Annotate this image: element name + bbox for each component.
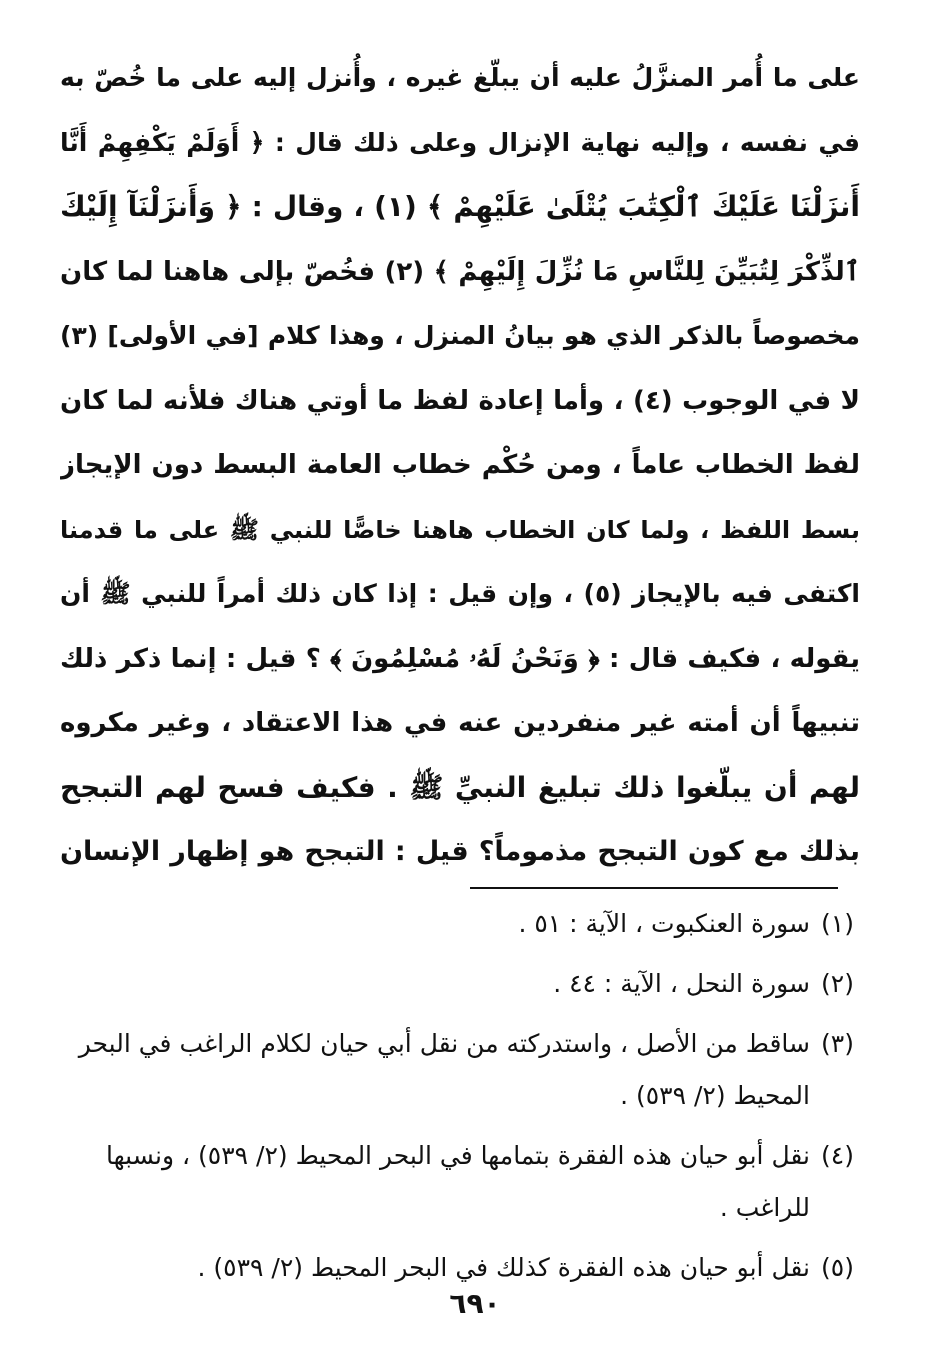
text-line: اكتفى فيه بالإيجاز (٥) ، وإن قيل : إذا كان ذلك أمراً للنبي ﷺ أن <box>60 579 860 608</box>
footnote-line: سورة النحل ، الآية : ٤٤ . <box>553 969 810 998</box>
main-text <box>60 46 860 885</box>
footnote-text <box>60 958 810 1010</box>
footnote <box>60 1130 854 1234</box>
footnote-line: ساقط من الأصل ، واستدركته من نقل أبي حيان لكلام الراغب في البحر <box>78 1029 810 1058</box>
text-line: لهم أن يبلّغوا ذلك تبليغ النبيِّ ﷺ . فكيف فسح لهم التبجح <box>60 770 860 804</box>
footnote-text <box>60 1018 810 1122</box>
footnote-number: (٣) <box>821 1029 854 1058</box>
text-line: على ما أُمر المنزَّلُ عليه أن يبلّغ غيره ، وأُنزل إليه على ما خُصّ به <box>60 63 860 92</box>
footnote-text <box>60 898 810 950</box>
text-line: ٱلذِّكْرَ لِتُبَيِّنَ لِلنَّاسِ مَا نُزِّلَ إِلَيْهِمْ ﴾ (٢) فخُصّ بإلى هاهنا لما كان <box>60 256 860 287</box>
footnote-line: نقل أبو حيان هذه الفقرة كذلك في البحر المحيط (٢/ ٥٣٩) . <box>197 1253 810 1282</box>
footnote-line: للراغب . <box>719 1193 810 1222</box>
footnote <box>60 1018 854 1122</box>
footnote-line: نقل أبو حيان هذه الفقرة بتمامها في البحر المحيط (٢/ ٥٣٩) ، ونسبها <box>106 1141 810 1170</box>
footnote-number: (٥) <box>821 1253 854 1282</box>
page-number: ٦٩٠ <box>449 1287 501 1320</box>
text-line: مخصوصاً بالذكر الذي هو بيانُ المنزل ، وهذا كلام [في الأولى] (٣) <box>60 321 860 350</box>
text-line: لفظ الخطاب عاماً ، ومن حُكْم خطاب العامة البسط دون الإيجاز <box>60 450 860 480</box>
footnote-line: سورة العنكبوت ، الآية : ٥١ . <box>518 909 810 938</box>
footnote-line: المحيط (٢/ ٥٣٩) . <box>620 1081 810 1110</box>
footnote-separator <box>470 887 838 889</box>
text-line: تنبيهاً أن أمته غير منفردين عنه في هذا الاعتقاد ، وغير مكروه <box>60 708 860 738</box>
text-line: بذلك مع كون التبجح مذموماً؟ قيل : التبجح هو إظهار الإنسان <box>60 836 860 867</box>
footnote-text <box>60 1130 810 1234</box>
footnote-number: (٤) <box>821 1141 854 1170</box>
footnote-number: (١) <box>821 909 854 938</box>
text-line: بسط اللفظ ، ولما كان الخطاب هاهنا خاصًّا للنبي ﷺ على ما قدمنا <box>60 515 860 544</box>
text-line: أَنزَلْنَا عَلَيْكَ ٱلْكِتَٰبَ يُتْلَىٰ عَلَيْهِمْ ﴾ (١) ، وقال : ﴿ وَأَنزَلْنَآ إِلَيْكَ <box>60 190 860 223</box>
text-line: في نفسه ، وإليه نهاية الإنزال وعلى ذلك قال : ﴿ أَوَلَمْ يَكْفِهِمْ أَنَّا <box>60 127 860 157</box>
footnote-number: (٢) <box>821 969 854 998</box>
text-line: يقوله ، فكيف قال : ﴿ وَنَحْنُ لَهُۥ مُسْلِمُونَ ﴾ ؟ قيل : إنما ذكر ذلك <box>60 643 860 674</box>
footnote <box>60 898 854 950</box>
footnote <box>60 958 854 1010</box>
text-line: لا في الوجوب (٤) ، وأما إعادة لفظ ما أوتي هناك فلأنه لما كان <box>60 385 860 416</box>
footnotes <box>60 898 854 1302</box>
